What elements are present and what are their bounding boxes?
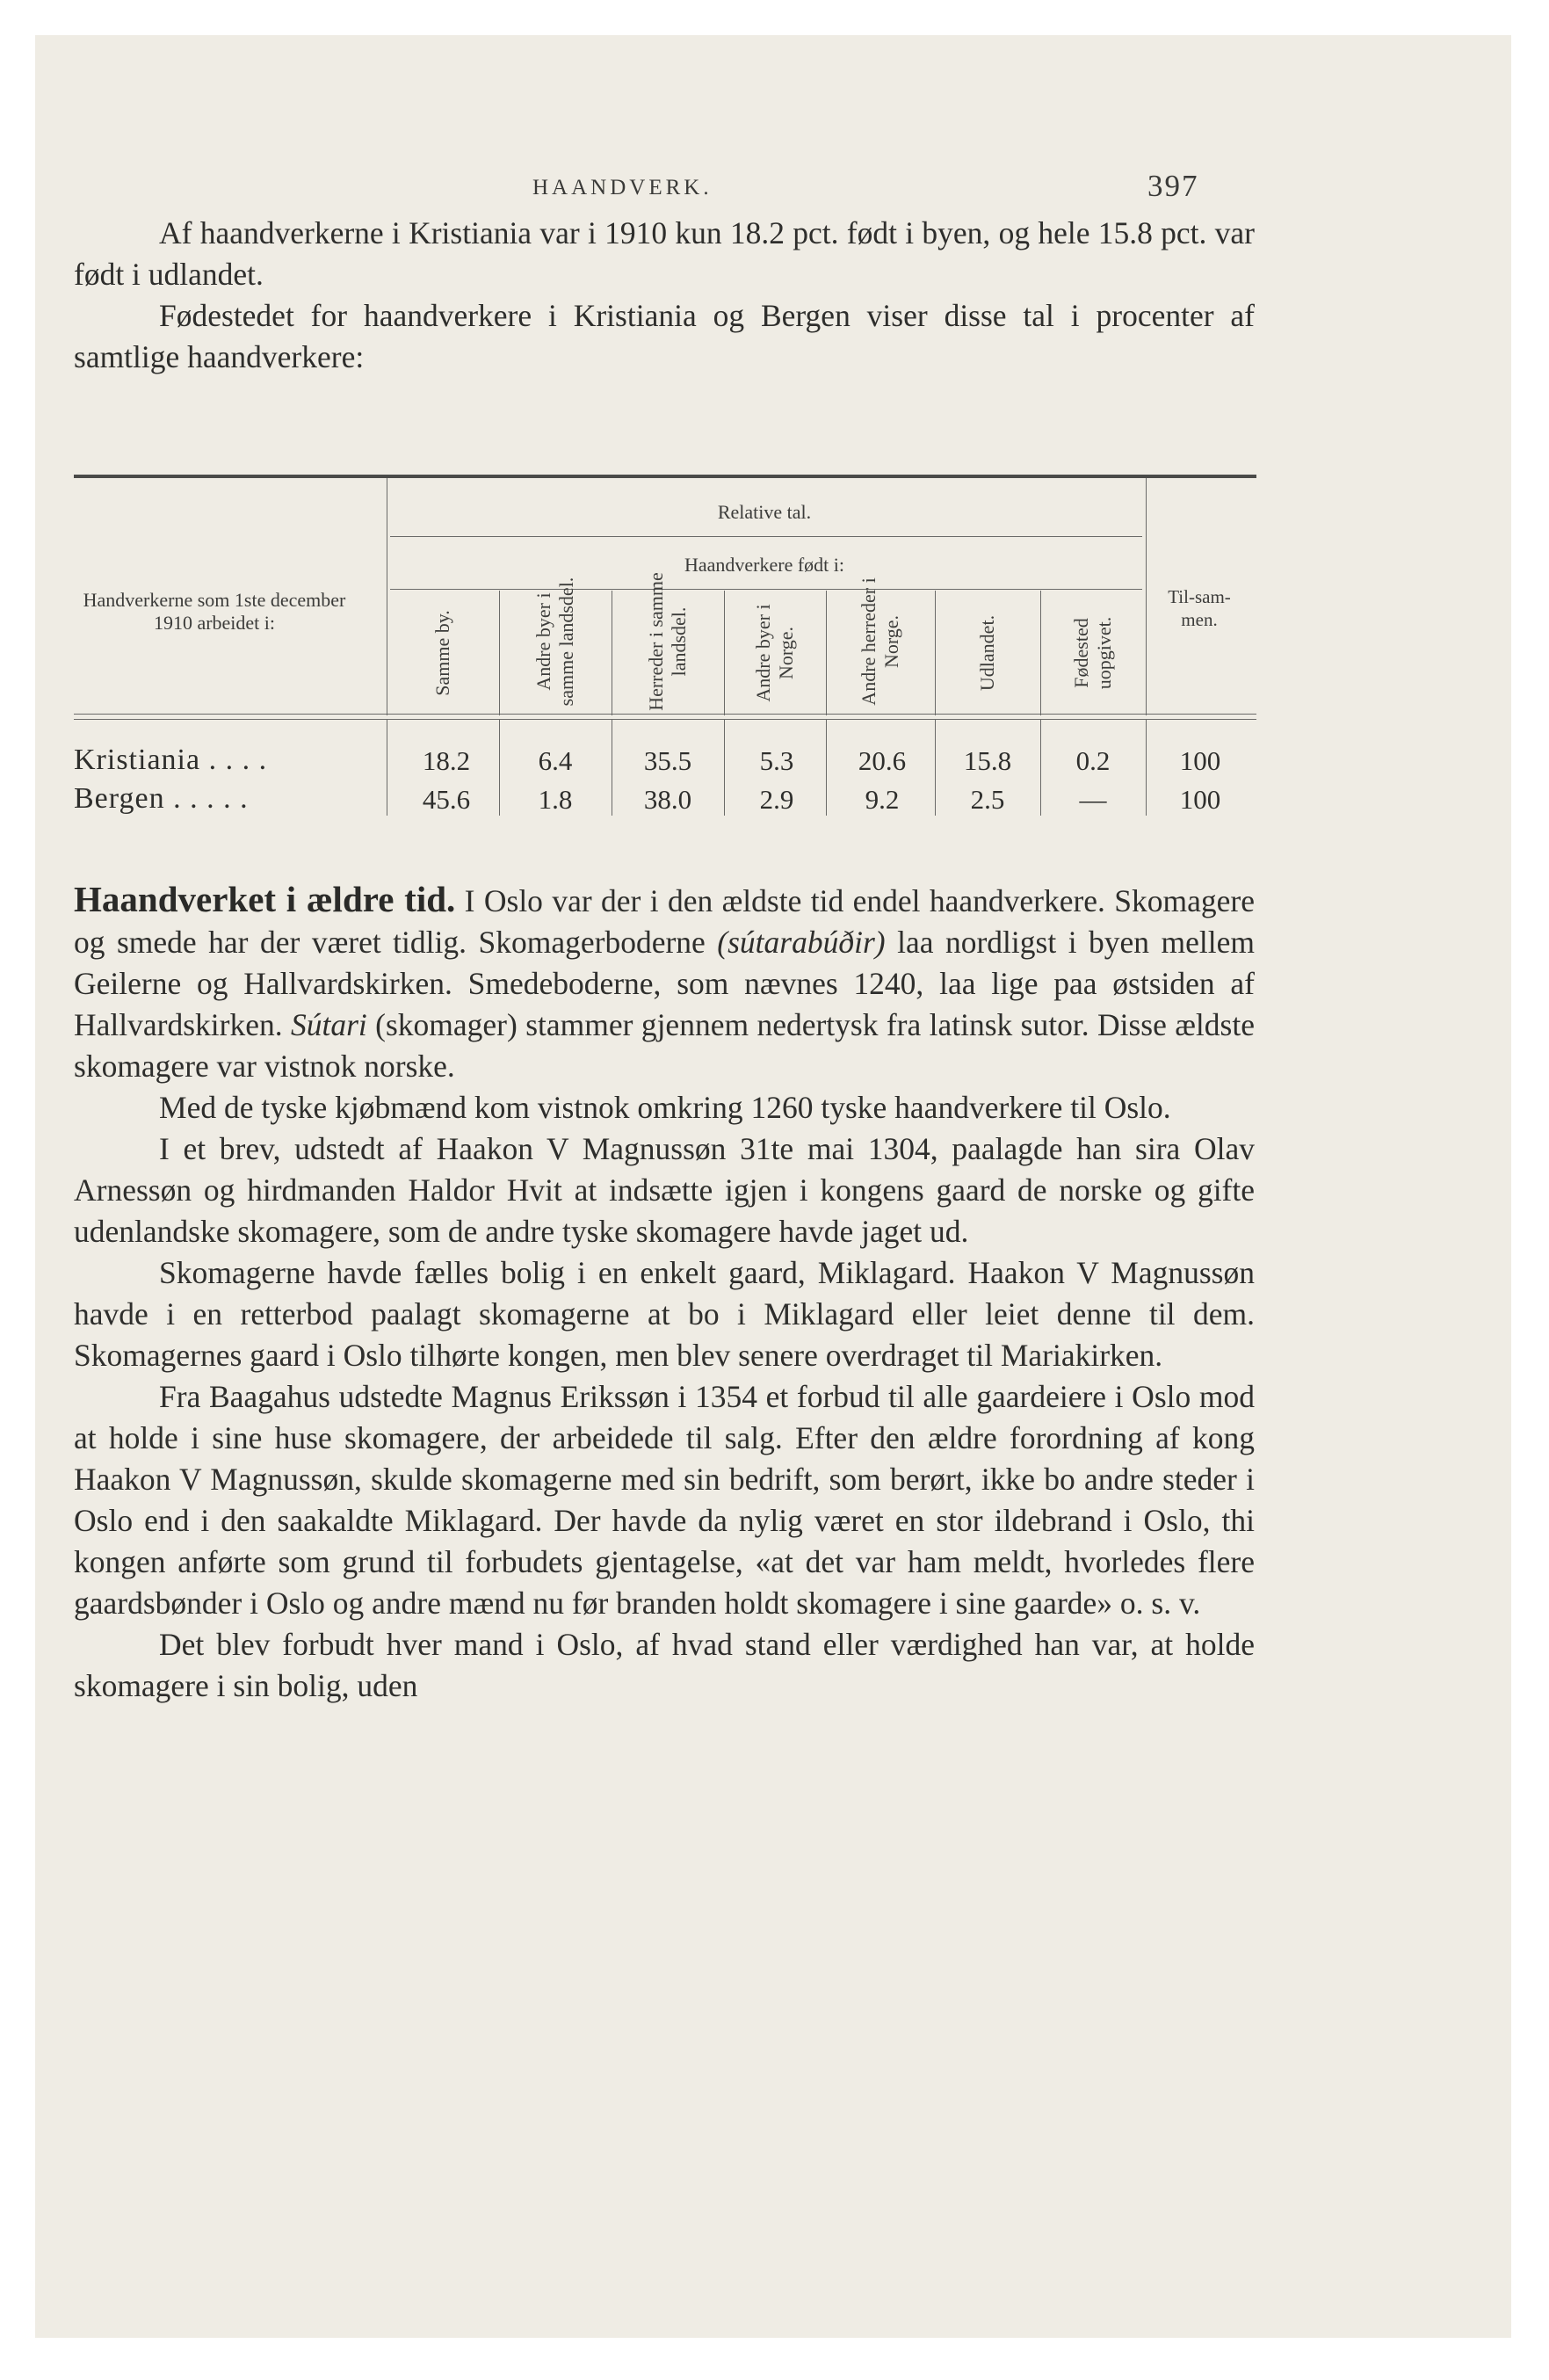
intro-text: [74, 213, 1255, 378]
intro-paragraph-2: Fødestedet for haandverkere i Kristiania og Bergen viser disse tal i procenter af samtlige haandverkere:: [74, 298, 1255, 374]
table-cell: 38.0: [643, 784, 692, 815]
text-run: (skomager) stammer gjennem nedertysk fra latinsk sutor. Disse ældste skomagere var vistnok norske.: [74, 1007, 1255, 1084]
intro-paragraph-1: Af haandverkerne i Kristiania var i 1910 kun 18.2 pct. født i byen, og hele 15.8 pct. var født i udlandet.: [74, 215, 1255, 292]
running-head-title: HAANDVERK.: [532, 176, 713, 200]
col-header-herreder-landsdel: Herreder i samme landsdel.: [645, 572, 690, 711]
section-paragraph-2: Med de tyske kjøbmænd kom vistnok omkring 1260 tyske haandverkere til Oslo.: [159, 1090, 1171, 1125]
section-paragraph-1: [74, 879, 1255, 1087]
section-heading: Haandverket i ældre tid.: [74, 879, 456, 919]
book-page: [35, 35, 1511, 2338]
table-cell: 5.3: [759, 745, 794, 776]
group-header: Relative tal.: [717, 501, 812, 523]
row-label-kristiania: Kristiania . . . .: [74, 744, 268, 776]
col-divider: [724, 591, 725, 715]
table-cell: 15.8: [963, 745, 1012, 776]
table-cell: 2.5: [970, 784, 1005, 815]
section-paragraph-4: Skomagerne havde fælles bolig i en enkelt gaard, Miklagard. Haakon V Magnussøn havde i en retterbod paalagt skomagerne at bo i Miklagard eller leiet denne til dem. Skomagernes gaard i Oslo tilhørte kongen, men blev senere overdraget til Mariakirken.: [74, 1255, 1255, 1373]
table-top-rule: [74, 475, 1256, 478]
table-cell: 9.2: [865, 784, 900, 815]
text-run: I Oslo var der i den ældste tid endel haandverkere. Skomagere og smede har der været tidlig. Skomagerboderne: [74, 883, 1255, 960]
total-divider: [1146, 478, 1147, 715]
col-divider: [1040, 591, 1041, 715]
section-paragraph-3: I et brev, udstedt af Haakon V Magnussøn 31te mai 1304, paalagde han sira Olav Arnessøn og hirdmanden Haldor Hvit at indsætte igjen i kongens gaard de norske og gifte udenlandske skomagere, som de andre tyske skomagere havde jaget ud.: [74, 1131, 1255, 1249]
col-header-andre-byer-landsdel: Andre byer i samme landsdel.: [532, 577, 577, 707]
table-cell: 100: [1179, 745, 1221, 776]
subgroup-header: Haandverkere født i:: [684, 554, 845, 576]
col-divider: [826, 591, 827, 715]
body-divider: [499, 719, 500, 816]
table-cell: 2.9: [759, 784, 794, 815]
text-run: laa nordligst i byen mellem Geilerne og Hallvardskirken. Smedeboderne, som nævnes 1240, laa lige paa østsiden af Hallvardskirken.: [74, 925, 1256, 1042]
table-cell: 0.2: [1075, 745, 1111, 776]
stub-header: Handverkerne som 1ste december 1910 arbeidet i:: [83, 589, 346, 634]
col-header-udlandet: Udlandet.: [976, 614, 998, 692]
col-header-andre-byer-norge: Andre byer i Norge.: [752, 604, 797, 702]
col-divider: [935, 591, 936, 715]
group-header-rule: [390, 536, 1142, 537]
col-header-andre-herreder-norge: Andre herreder i Norge.: [858, 577, 902, 706]
table-cell: 100: [1179, 784, 1221, 815]
col-header-samme-by: Samme by.: [431, 610, 453, 696]
table-cell: 35.5: [643, 745, 692, 776]
table-cell: 18.2: [422, 745, 471, 776]
body-divider: [1146, 719, 1147, 816]
table-cell: —: [1079, 784, 1107, 815]
birthplace-table: [74, 439, 1256, 853]
page-number: 397: [1147, 169, 1199, 203]
header-rule-1: [74, 714, 1256, 715]
col-divider: [499, 591, 500, 715]
table-cell: 20.6: [858, 745, 907, 776]
row-label-bergen: Bergen . . . . .: [74, 782, 249, 815]
table-cell: 1.8: [538, 784, 573, 815]
section-paragraph-5: Fra Baagahus udstedte Magnus Erikssøn i 1354 et forbud til alle gaardeiere i Oslo mod at holde i sine huse skomagere, der arbeidede til salg. Efter den ældre forordning af kong Haakon V Magnussøn, skulde skomagerne med sin bedrift, som berørt, ikke bo andre steder i Oslo end i den saakaldte Miklagard. Der havde da nylig været en stor ildebrand i Oslo, thi kongen anførte som grund til forbudets gjentagelse, «at det var ham meldt, hvorledes flere gaardsbønder i Oslo og andre mænd nu før branden holdt skomagere i sine gaarde» o. s. v.: [74, 1379, 1255, 1621]
section-paragraph-6: Det blev forbudt hver mand i Oslo, af hvad stand eller værdighed han var, at holde skomagere i sin bolig, uden: [74, 1627, 1255, 1703]
table-cell: 6.4: [538, 745, 573, 776]
italic-term: (sútarabúðir): [717, 925, 886, 960]
total-header: Til-sam-men.: [1168, 586, 1231, 630]
italic-term: Sútari: [290, 1007, 367, 1042]
header-rule-2: [74, 719, 1256, 720]
table-cell: 45.6: [422, 784, 471, 815]
col-header-fodested-uopgivet: Fødested uopgivet.: [1070, 616, 1115, 690]
section-text: [74, 879, 1255, 1707]
